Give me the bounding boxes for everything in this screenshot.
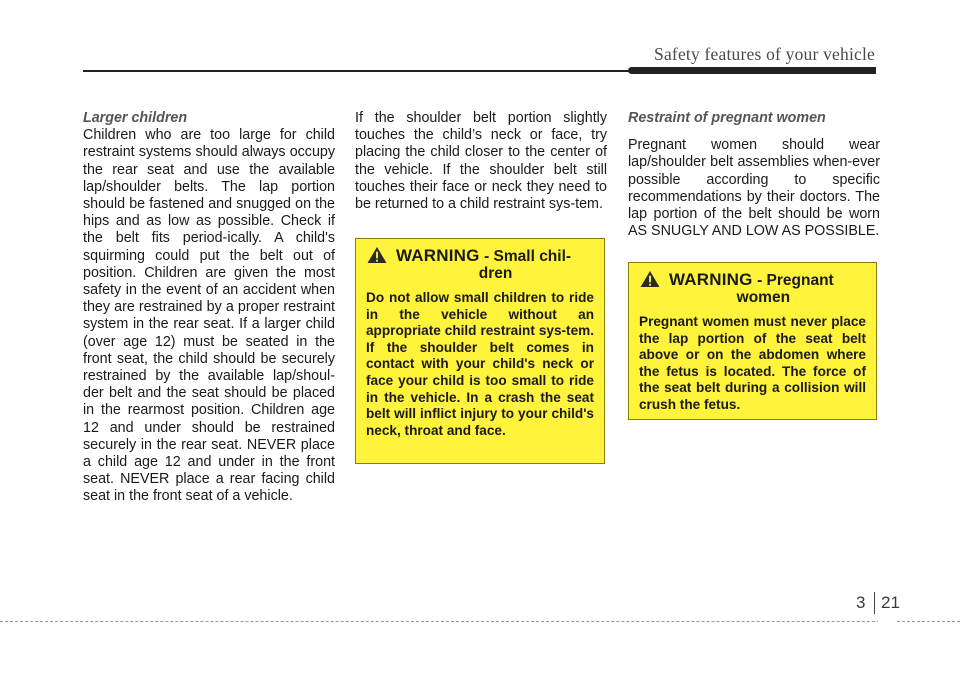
- page-number-divider: [874, 592, 875, 614]
- warning-subtitle-line2: dren: [478, 265, 513, 282]
- chapter-number: 3: [856, 593, 866, 612]
- warning-triangle-icon: [639, 270, 661, 288]
- warning-body: Pregnant women must never place the lap portion of the seat belt above or on the abdomen where the fetus is located. The force of the seat belt during a collision will crush the fetus.: [639, 314, 866, 412]
- section-heading-pregnant-women: Restraint of pregnant women: [628, 110, 826, 126]
- warning-subtitle-line2: women: [736, 289, 791, 306]
- page-header-title: Safety features of your vehicle: [654, 44, 875, 64]
- warning-heading: [366, 247, 594, 282]
- warning-body: Do not allow small children to ride in the vehicle without an appropriate child restraint sys-tem. If the shoulder belt comes in contact with your child's neck or face your child is too small to ride in the vehicle. In a crash the seat belt will inflict injury to your child's neck, throat and face.: [366, 290, 594, 438]
- paragraph-larger-children: Children who are too large for child restraint systems should always occupy the rear seat and use the available lap/shoulder belts. The lap portion should be fastened and snugged on the hips and as low as possible. Check if the belt fits period-ically. A child's squirming could put the belt out of position. Children are given the most safety in the event of an accident when they are restrained by a proper restraint system in the rear seat. If a larger child (over age 12) must be seated in the front seat, the child should be securely restrained by the available lap/shoul-der belt and the seat should be placed in the rearmost position. Children age 12 and under should be restrained securely in the rear seat. NEVER place a child age 12 and under in the front seat. NEVER place a rear facing child seat in the front seat of a vehicle.: [83, 127, 335, 505]
- warning-word: WARNING: [669, 270, 753, 289]
- paragraph-pregnant-women: Pregnant women should wear lap/shoulder belt assemblies when-ever possible according to specific recommendations by their doctors. The lap portion of the belt should be worn AS SNUGLY AND LOW AS POSSIBLE.: [628, 137, 880, 240]
- column-3: [628, 110, 880, 240]
- column-2: [355, 110, 607, 213]
- warning-word: WARNING: [396, 246, 480, 265]
- warning-triangle-icon: [366, 246, 388, 264]
- column-1: [83, 110, 335, 506]
- warning-subtitle-line1: - Pregnant: [757, 272, 834, 289]
- warning-subtitle-line1: - Small chil-: [484, 248, 572, 265]
- footer-rule: [0, 621, 960, 622]
- header-tab: [628, 67, 876, 74]
- paragraph-shoulder-belt: If the shoulder belt portion slightly touches the child’s neck or face, try placing the child closer to the center of the vehicle. If the shoulder belt still touches their face or neck they need to be returned to a child restraint sys-tem.: [355, 110, 607, 213]
- section-heading-larger-children: Larger children: [83, 110, 188, 126]
- warning-box-small-children: [355, 238, 605, 464]
- page-number: 21: [881, 593, 900, 612]
- warning-box-pregnant-women: [628, 262, 877, 420]
- warning-heading: [639, 271, 866, 306]
